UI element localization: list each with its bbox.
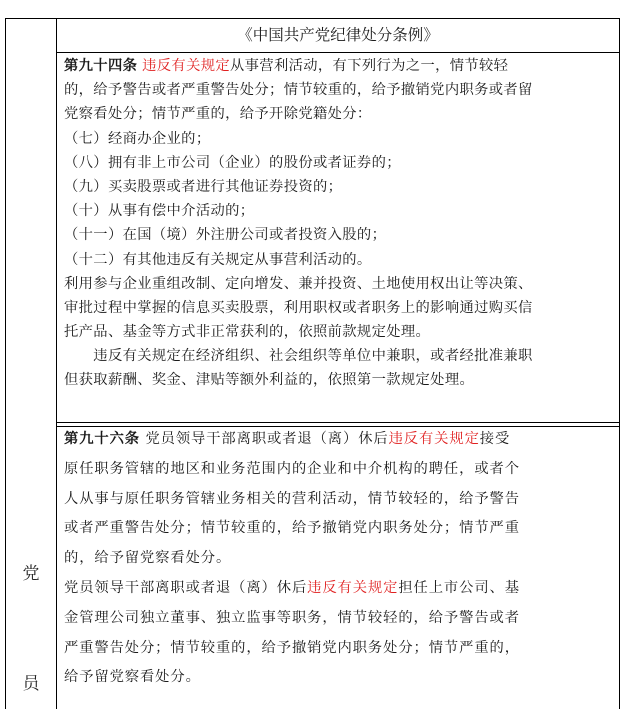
- article-96-para2-first: [64, 574, 612, 604]
- article-94-para2-line: 利用参与企业重组改制、定向增发、兼并投资、土地使用权出让等决策、: [64, 275, 533, 292]
- article-94-para2-line: 审批过程中掌握的信息买卖股票，利用职权或者职务上的影响通过购买信: [64, 299, 533, 316]
- article-94-para3-line: 违反有关规定在经济组织、社会组织等单位中兼职，或者经批准兼职: [64, 348, 533, 365]
- article-96-para1-line: 人从事与原任职务管辖业务相关的营利活动，情节较轻的，给予警告: [64, 490, 520, 507]
- article-94-item: （十二）有其他违反有关规定从事营利活动的。: [64, 251, 372, 268]
- article-94-label: 第九十四条: [64, 58, 138, 74]
- category-column: [6, 19, 57, 709]
- article-96-para2-text-b: 担任上市公司、基: [398, 579, 520, 596]
- article-94-item: （十一）在国（境）外注册公司或者投资入股的；: [64, 227, 387, 244]
- category-char-2: 员: [22, 674, 40, 694]
- article-96-label: 第九十六条: [64, 431, 140, 447]
- article-96-para2-line: 金管理公司独立董事、独立监事等职务，情节较轻的，给予警告或者: [64, 609, 520, 626]
- article-96-para2-highlight: 违反有关规定: [307, 579, 399, 596]
- article-94-para2-line: 托产品、基金等方式非正常获利的，依照前款规定处理。: [64, 324, 431, 341]
- article-94-cell: [57, 53, 619, 423]
- article-94-line-2: 的，给予警告或者严重警告处分；情节较重的，给予撤销党内职务或者留: [64, 82, 533, 99]
- article-94-line-3: 党察看处分；情节严重的，给予开除党籍处分：: [64, 106, 372, 123]
- article-96-para2-line: 严重警告处分；情节较重的，给予撤销党内职务处分；情节严重的，: [64, 639, 520, 656]
- article-94-item: （九）买卖股票或者进行其他证券投资的；: [64, 178, 343, 195]
- article-96-para2-line: 给予留党察看处分。: [64, 669, 201, 686]
- section-divider: [57, 426, 619, 427]
- article-94-line-1: [64, 54, 612, 78]
- article-96-cell: [57, 423, 619, 723]
- article-96-line-1: [64, 425, 612, 455]
- regulation-table: [5, 18, 620, 709]
- article-94-para3-line: 但获取薪酬、奖金、津贴等额外利益的，依照第一款规定处理。: [64, 372, 475, 389]
- article-96-highlight: 违反有关规定: [388, 431, 480, 447]
- article-94-line-1-text: 从事营利活动，有下列行为之一，情节较轻: [230, 58, 509, 74]
- article-94-item: （七）经商办企业的；: [64, 130, 211, 147]
- article-94-item: （十）从事有偿中介活动的；: [64, 203, 255, 220]
- article-94-item: （八）拥有非上市公司（企业）的股份或者证券的；: [64, 154, 401, 171]
- article-96-para1-line: 原任职务管辖的地区和业务范围内的企业和中介机构的聘任，或者个: [64, 460, 520, 477]
- category-char-1: 党: [22, 564, 40, 584]
- article-96-para1-line: 的，给予留党察看处分。: [64, 550, 232, 567]
- article-96-line-1-text-a: 党员领导干部离职或者退（离）休后: [145, 431, 389, 447]
- article-94-highlight: 违反有关规定: [142, 58, 231, 74]
- article-96-para1-line: 或者严重警告处分；情节较重的，给予撤销党内职务处分；情节严重: [64, 520, 520, 537]
- article-96-line-1-text-b: 接受: [479, 431, 511, 447]
- document-title: 《中国共产党纪律处分条例》: [57, 19, 619, 53]
- article-96-para2-text-a: 党员领导干部离职或者退（离）休后: [64, 579, 308, 596]
